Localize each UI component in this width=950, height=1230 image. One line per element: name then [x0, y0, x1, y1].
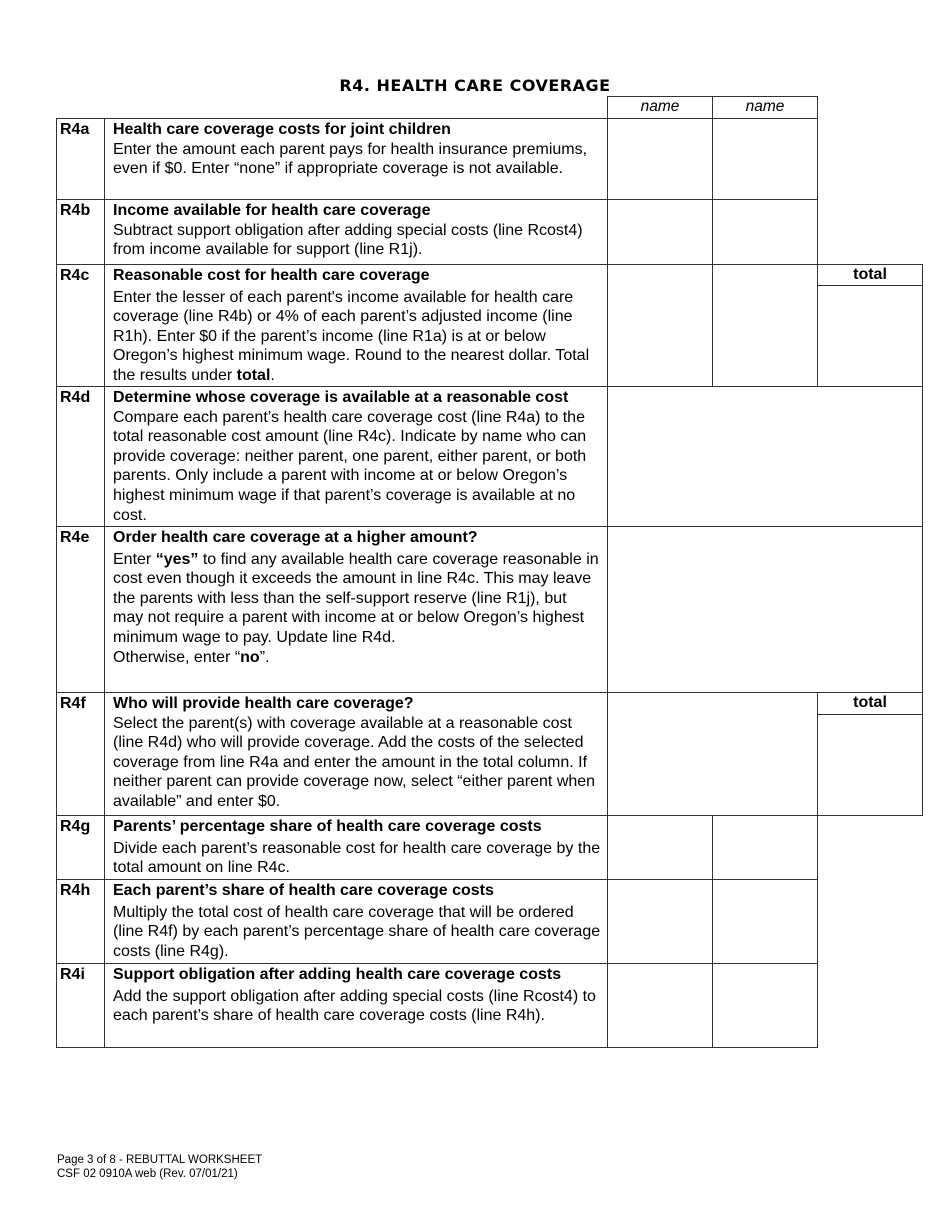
row-code-r4g: R4g: [56, 815, 105, 880]
input-r4h-parent1[interactable]: [607, 879, 713, 964]
row-desc-r4i: [104, 963, 608, 1048]
page-footer: [57, 1153, 262, 1181]
input-r4f-total[interactable]: [817, 714, 923, 816]
row-body: Subtract support obligation after adding special costs (line Rcost4) from income available for support (line R1j).: [113, 221, 583, 259]
row-otherwise-end: ”.: [259, 648, 270, 666]
row-code-r4h: R4h: [56, 879, 105, 964]
row-desc-r4h: [104, 879, 608, 964]
row-code-r4f: R4f: [56, 692, 105, 816]
row-body: Divide each parent’s reasonable cost for health care coverage by the total amount on line R4c.: [113, 839, 601, 877]
row-code-r4e: R4e: [56, 526, 105, 693]
total-label-r4f: total: [817, 692, 923, 715]
input-r4e[interactable]: [607, 526, 923, 693]
row-code-r4c: R4c: [56, 264, 105, 387]
row-otherwise-pre: Otherwise, enter “: [113, 648, 241, 666]
row-body: to find any available health care coverage reasonable in cost even though it exceeds the amount in line R4c. This may leave the parents with less than the self-support reserve (line R1j), but may not require a parent with income at or below Oregon’s highest minimum wage to pay. Update line R4d.: [113, 550, 599, 646]
input-r4b-parent2[interactable]: [712, 199, 818, 265]
input-r4g-parent2[interactable]: [712, 815, 818, 880]
row-heading: Support obligation after adding health care coverage costs: [113, 966, 562, 983]
row-code-r4i: R4i: [56, 963, 105, 1048]
row-body-end: .: [270, 366, 275, 384]
row-desc-r4g: [104, 815, 608, 880]
row-body: Enter the lesser of each parent's income available for health care coverage (line R4b) or 4% of each parent’s adjusted income (line R1h). Enter $0 if the parent’s income (line R1a) is at or below Oregon’s highest minimum wage. Round to the nearest dollar. Total the results under: [113, 288, 590, 384]
row-heading: Reasonable cost for health care coverage: [113, 267, 430, 284]
input-r4g-parent1[interactable]: [607, 815, 713, 880]
header-name-2: name: [712, 96, 818, 119]
row-body: Compare each parent’s health care coverage cost (line R4a) to the total reasonable cost amount (line R4c). Indicate by name who can provide coverage: neither parent, one parent, either parent, or both parents. Only include a parent with income at or below Oregon’s highest minimum wage if that parent’s coverage is available at no cost.: [113, 408, 587, 524]
row-code-r4a: R4a: [56, 118, 105, 200]
row-desc-r4d: [104, 386, 608, 527]
row-heading: Determine whose coverage is available at a reasonable cost: [113, 389, 569, 406]
row-heading: Income available for health care coverage: [113, 202, 431, 219]
row-heading: Who will provide health care coverage?: [113, 695, 414, 712]
input-r4f-names[interactable]: [607, 692, 818, 816]
row-body-bold: total: [236, 366, 271, 384]
input-r4b-parent1[interactable]: [607, 199, 713, 265]
row-desc-r4f: [104, 692, 608, 816]
input-r4h-parent2[interactable]: [712, 879, 818, 964]
row-body: Select the parent(s) with coverage available at a reasonable cost (line R4d) who will provide coverage. Add the costs of the selected coverage from line R4a and enter the amount in the total column. If neither parent can provide coverage now, select “either parent when available” and enter $0.: [113, 714, 596, 810]
row-otherwise-no: no: [240, 648, 260, 666]
row-desc-r4a: [104, 118, 608, 200]
total-label-r4c: total: [817, 264, 923, 286]
row-heading: Health care coverage costs for joint children: [113, 121, 451, 138]
input-r4i-parent1[interactable]: [607, 963, 713, 1048]
input-r4i-parent2[interactable]: [712, 963, 818, 1048]
input-r4a-parent2[interactable]: [712, 118, 818, 200]
row-body-yes: “yes”: [155, 550, 199, 568]
row-desc-r4e: [104, 526, 608, 693]
page-title: R4. HEALTH CARE COVERAGE: [339, 76, 611, 95]
footer-form-id: CSF 02 0910A web (Rev. 07/01/21): [57, 1168, 238, 1180]
row-desc-r4b: [104, 199, 608, 265]
row-desc-r4c: [104, 264, 608, 387]
input-r4a-parent1[interactable]: [607, 118, 713, 200]
row-body-pre: Enter: [113, 550, 156, 568]
row-heading: Each parent’s share of health care coverage costs: [113, 882, 494, 899]
row-heading: Order health care coverage at a higher amount?: [113, 529, 478, 546]
input-r4c-parent2[interactable]: [712, 264, 818, 387]
row-body: Add the support obligation after adding special costs (line Rcost4) to each parent’s share of health care coverage costs (line R4h).: [113, 987, 596, 1025]
row-body: Multiply the total cost of health care coverage that will be ordered (line R4f) by each parent’s percentage share of health care coverage costs (line R4g).: [113, 903, 601, 960]
row-code-r4d: R4d: [56, 386, 105, 527]
input-r4c-total[interactable]: [817, 285, 923, 387]
footer-page-info: Page 3 of 8 - REBUTTAL WORKSHEET: [57, 1154, 263, 1166]
input-r4c-parent1[interactable]: [607, 264, 713, 387]
input-r4d[interactable]: [607, 386, 923, 527]
row-code-r4b: R4b: [56, 199, 105, 265]
header-name-1: name: [607, 96, 713, 119]
row-body: Enter the amount each parent pays for health insurance premiums, even if $0. Enter “none” if appropriate coverage is not available.: [113, 140, 588, 178]
row-heading: Parents’ percentage share of health care coverage costs: [113, 818, 542, 835]
